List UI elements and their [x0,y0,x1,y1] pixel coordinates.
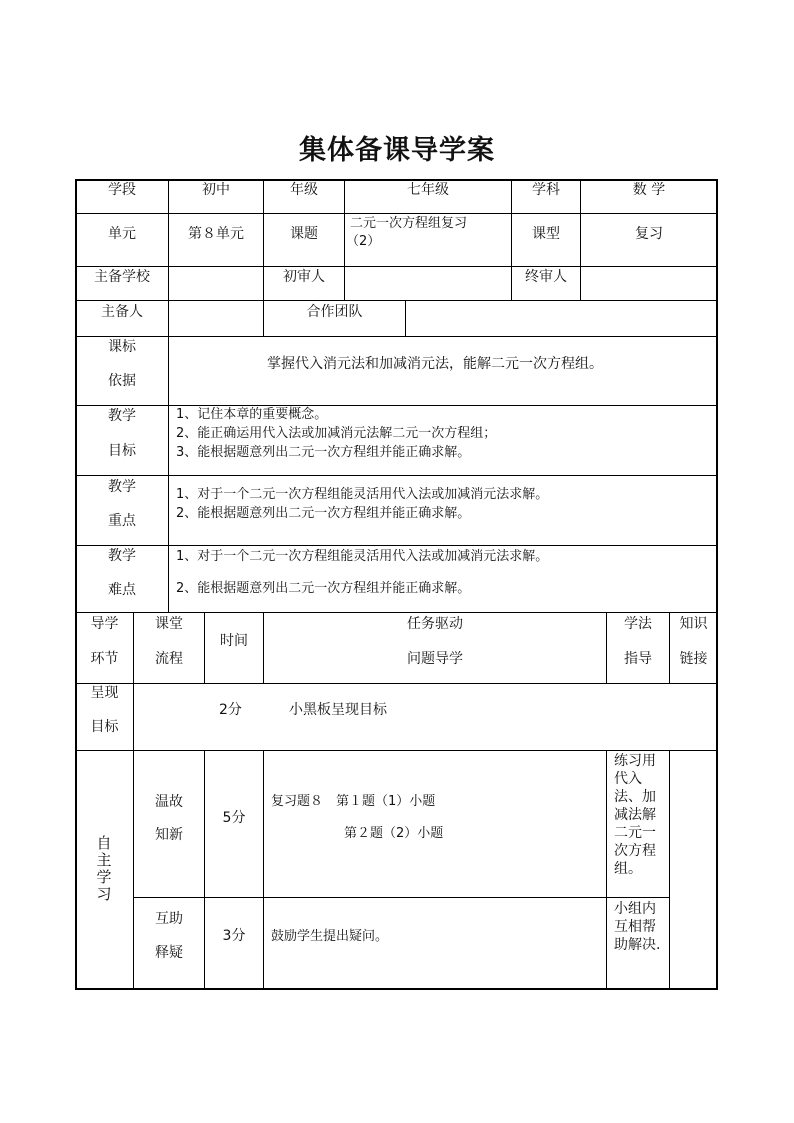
type-value: 复习 [635,226,663,242]
review-flow-2: 知新 [155,827,183,843]
help-method: 小组内互相帮助解决. [614,901,661,953]
row-divider [76,266,717,267]
objective-item: 2、能正确运用代入法或加减消元法解二元一次方程组； [176,426,497,441]
col-divider [204,750,205,989]
row-divider [76,612,717,613]
grade-value: 七年级 [407,182,449,198]
key-points-label-1: 教学 [108,479,136,495]
present-label-1: 呈现 [90,685,119,701]
review-task-line1: 复习题８ 第１题（1）小题 [271,794,436,809]
header-flow-2: 流程 [155,651,183,667]
review-method: 练习用代入法、加减法解二元一次方程组。 [614,753,656,877]
unit-label: 单元 [108,226,136,242]
help-task: 鼓励学生提出疑问。 [271,929,389,944]
row-divider [76,300,717,301]
document-title: 集体备课导学案 [299,135,495,166]
header-method-2: 指导 [624,651,652,667]
stage-value: 初中 [202,182,230,198]
objectives-label-2: 目标 [108,443,136,459]
col-divider [263,750,264,989]
preparer-label: 主备人 [101,304,143,320]
difficulties-label-2: 难点 [108,582,136,598]
present-time: 2分 [219,702,242,718]
row-divider [133,897,669,898]
review-time: 5分 [222,810,246,826]
objectives-label-1: 教学 [108,408,136,424]
present-label-2: 目标 [90,719,119,735]
col-divider [405,300,406,336]
header-task-1: 任务驱动 [407,616,463,632]
row-divider [76,213,717,214]
key-point-item: 1、对于一个二元一次方程组能灵活用代入法或加减消元法求解。 [176,487,549,502]
header-time: 时间 [220,633,248,649]
header-flow-1: 课堂 [155,616,183,632]
col-divider [344,180,345,300]
type-label: 课型 [532,226,560,242]
standards-label-2: 依据 [108,373,136,389]
header-task-2: 问题导学 [407,651,463,667]
row-divider [76,475,717,476]
standards-label-1: 课标 [108,339,136,355]
course-value: 数 学 [632,182,666,198]
school-label: 主备学校 [94,269,150,285]
final-reviewer-label: 终审人 [525,269,567,285]
difficulty-item: 1、对于一个二元一次方程组能灵活用代入法或加减消元法求解。 [176,549,549,564]
header-method-1: 学法 [624,616,652,632]
team-label: 合作团队 [306,304,363,320]
key-points-label-2: 重点 [108,513,136,529]
present-content: 小黑板呈现目标 [289,702,387,718]
unit-value: 第８单元 [188,226,244,242]
help-time: 3分 [222,928,246,944]
key-point-item: 2、能根据题意列出二元一次方程组并能正确求解。 [176,506,471,521]
help-flow-1: 互助 [155,911,183,927]
topic-value-line1: 二元一次方程组复习 [350,216,468,231]
header-knowledge-1: 知识 [679,616,708,632]
row-divider [76,336,717,337]
row-divider [76,750,717,751]
help-flow-2: 释疑 [155,945,183,961]
row-divider [76,683,717,684]
difficulty-item: 2、能根据题意列出二元一次方程组并能正确求解。 [176,581,471,596]
header-link-2: 环节 [90,651,119,667]
review-task-line2: 第２题（2）小题 [344,826,444,841]
col-divider [168,336,169,612]
header-link-1: 导学 [90,616,119,632]
course-label: 学科 [532,182,560,198]
header-knowledge-2: 链接 [679,651,708,667]
objective-item: 1、记住本章的重要概念。 [176,407,328,422]
row-divider [76,405,717,406]
self-study-label: 自主学习 [96,834,112,903]
row-divider [76,545,717,546]
objective-item: 3、能根据题意列出二元一次方程组并能正确求解。 [176,445,471,460]
review-flow-1: 温故 [155,794,183,810]
difficulties-label-1: 教学 [108,548,136,564]
grade-label: 年级 [290,182,318,198]
col-divider [606,750,607,989]
standards-content: 掌握代入消元法和加减消元法，能解二元一次方程组。 [267,356,603,372]
topic-label: 课题 [290,226,318,242]
first-reviewer-label: 初审人 [283,269,325,285]
col-divider [168,300,169,336]
stage-label: 学段 [108,182,136,198]
col-divider [669,750,670,989]
col-divider [133,683,134,750]
topic-value-line2: （2） [346,234,381,249]
